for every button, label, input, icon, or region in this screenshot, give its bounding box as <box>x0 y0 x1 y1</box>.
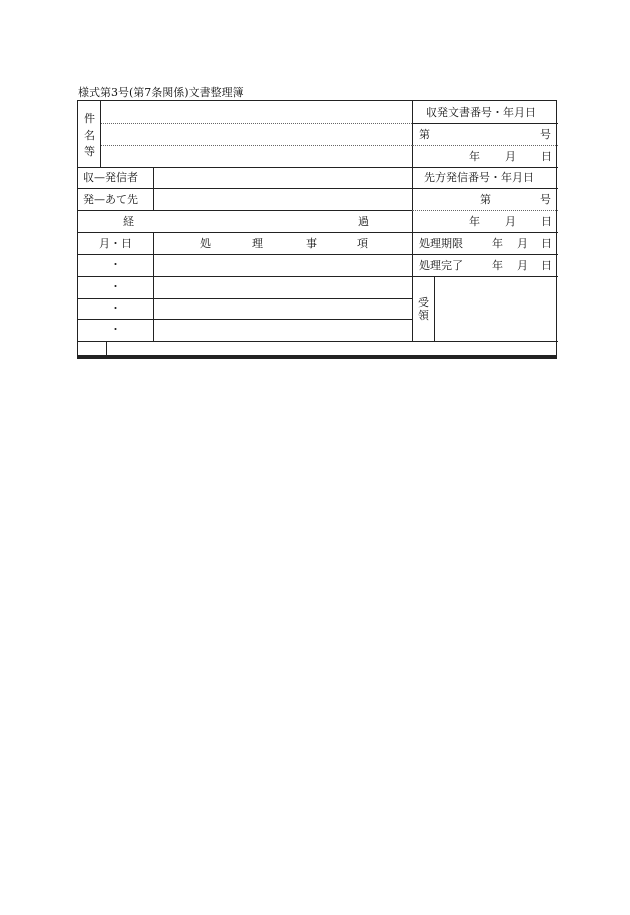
recv-doc-number-label: 収発文書番号・年月日 <box>426 106 536 119</box>
keika-label-start: 経 <box>123 215 134 228</box>
partner-number-label: 先方発信番号・年月日 <box>424 171 534 184</box>
rule-left-109 <box>78 210 412 211</box>
deadline-tsuki: 月 <box>517 237 528 250</box>
doc-date-hi: 日 <box>541 150 552 163</box>
rule-left-66 <box>78 167 412 168</box>
subject-dotted-line-1 <box>101 123 412 124</box>
subject-label-char-3: 等 <box>84 145 95 158</box>
completed-label: 処理完了 <box>419 259 463 272</box>
matter-header-char-2: 理 <box>252 237 263 250</box>
deadline-hi: 日 <box>541 237 552 250</box>
sender-label: 収—発信者 <box>83 171 138 184</box>
divider-receipt <box>434 276 435 341</box>
doc-number-dai: 第 <box>419 128 430 141</box>
row-date-dot-1: ・ <box>110 258 121 271</box>
right-dotted-line-2 <box>412 210 558 211</box>
date-column-header: 月・日 <box>99 237 132 250</box>
deadline-nen: 年 <box>492 237 503 250</box>
row-date-dot-3: ・ <box>110 302 121 315</box>
divider-subject-label <box>100 101 101 167</box>
divider-date-column <box>153 232 154 341</box>
form-title: 様式第3号(第7条関係)文書整理簿 <box>78 86 244 99</box>
rule-left-87 <box>78 188 412 189</box>
rule-full-240 <box>78 341 558 342</box>
subject-label-char-1: 件 <box>84 112 95 125</box>
rule-left-218 <box>78 319 412 320</box>
receipt-label-char-2: 領 <box>418 309 429 322</box>
subject-label-char-2: 名 <box>84 129 95 142</box>
matter-header-char-1: 処 <box>200 237 211 250</box>
divider-party-label <box>153 167 154 210</box>
row-date-dot-4: ・ <box>110 323 121 336</box>
partner-date-nen: 年 <box>469 215 480 228</box>
completed-tsuki: 月 <box>517 259 528 272</box>
partner-number-go: 号 <box>540 193 551 206</box>
rule-left-153 <box>78 254 412 255</box>
rule-right-131 <box>412 232 558 233</box>
rule-left-197 <box>78 298 412 299</box>
deadline-label: 処理期限 <box>419 237 463 250</box>
rule-right-66 <box>412 167 558 168</box>
rule-right-153 <box>412 254 558 255</box>
partner-date-hi: 日 <box>541 215 552 228</box>
divider-footer-stub <box>106 341 107 357</box>
rule-left-175 <box>78 276 412 277</box>
doc-date-tsuki: 月 <box>505 150 516 163</box>
form-bottom-rule <box>77 356 557 359</box>
partner-date-tsuki: 月 <box>505 215 516 228</box>
keika-label-end: 過 <box>358 215 369 228</box>
rule-right-87 <box>412 188 558 189</box>
divider-main-vertical <box>412 101 413 341</box>
matter-header-char-4: 項 <box>357 237 368 250</box>
partner-number-dai: 第 <box>480 193 491 206</box>
matter-header-char-3: 事 <box>306 237 317 250</box>
right-dotted-line-1 <box>412 145 558 146</box>
completed-nen: 年 <box>492 259 503 272</box>
document-register-form <box>77 100 557 356</box>
subject-dotted-line-2 <box>101 145 412 146</box>
row-date-dot-2: ・ <box>110 280 121 293</box>
rule-left-131 <box>78 232 412 233</box>
doc-date-nen: 年 <box>469 150 480 163</box>
completed-hi: 日 <box>541 259 552 272</box>
recipient-label: 発—あて先 <box>83 193 138 206</box>
doc-number-go: 号 <box>540 128 551 141</box>
receipt-label-char-1: 受 <box>418 296 429 309</box>
rule-right-22 <box>412 123 558 124</box>
